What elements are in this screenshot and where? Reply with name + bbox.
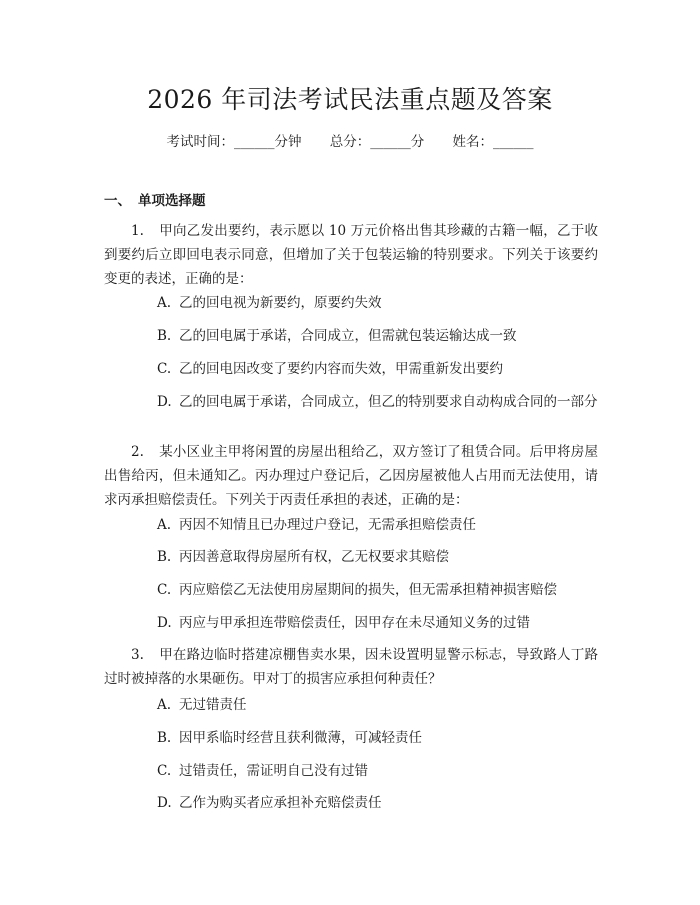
option-letter: D. — [157, 394, 172, 410]
question-1-option-a — [157, 291, 382, 315]
question-3-text — [104, 643, 598, 691]
option-letter: A. — [157, 517, 172, 533]
question-2-option-b — [157, 545, 449, 569]
question-2-option-d — [157, 611, 530, 635]
section-number: 一、 — [104, 193, 131, 209]
question-1-option-c — [157, 357, 503, 381]
page-title: 2026 年司法考试民法重点题及答案 — [147, 85, 553, 114]
question-1-text — [104, 219, 598, 291]
name-field: 姓名：______ — [452, 134, 534, 150]
option-text: 乙作为购买者应承担补充赔偿责任 — [179, 795, 382, 811]
question-3-option-d — [157, 791, 382, 815]
question-3-option-c — [157, 759, 368, 783]
option-text: 丙因善意取得房屋所有权，乙无权要求其赔偿 — [179, 549, 449, 565]
option-letter: A. — [157, 697, 172, 713]
question-3-option-a — [157, 693, 247, 717]
option-letter: C. — [157, 582, 172, 598]
question-number: 3. — [131, 647, 144, 663]
exam-info-line — [0, 133, 700, 151]
option-text: 乙的回电属于承诺，合同成立，但需就包装运输达成一致 — [179, 328, 517, 344]
question-number: 2. — [131, 444, 144, 460]
question-2-option-c — [157, 578, 557, 602]
option-letter: D. — [157, 615, 172, 631]
option-text: 丙应与甲承担连带赔偿责任，因甲存在未尽通知义务的过错 — [179, 615, 530, 631]
option-text: 丙因不知情且已办理过户登记，无需承担赔偿责任 — [179, 517, 476, 533]
option-letter: B. — [157, 328, 172, 344]
question-stem: 某小区业主甲将闲置的房屋出租给乙，双方签订了租赁合同。后甲将房屋出售给丙，但未通知乙。丙办理过户登记后，乙因房屋被他人占用而无法使用，请求丙承担赔偿责任。下列关于丙责任承担的表述，正确的是： — [104, 444, 598, 508]
option-letter: C. — [157, 361, 172, 377]
option-letter: B. — [157, 730, 172, 746]
option-letter: C. — [157, 763, 172, 779]
option-text: 乙的回电属于承诺，合同成立，但乙的特别要求自动构成合同的一部分 — [179, 394, 598, 410]
option-text: 乙的回电因改变了要约内容而失效，甲需重新发出要约 — [179, 361, 503, 377]
option-letter: B. — [157, 549, 172, 565]
option-text: 丙应赔偿乙无法使用房屋期间的损失，但无需承担精神损害赔偿 — [179, 582, 557, 598]
question-2-option-a — [157, 513, 476, 537]
section-heading — [104, 192, 206, 210]
option-text: 过错责任，需证明自己没有过错 — [179, 763, 368, 779]
question-stem: 甲向乙发出要约，表示愿以 10 万元价格出售其珍藏的古籍一幅，乙于收到要约后立即回电表示同意，但增加了关于包装运输的特别要求。下列关于该要约变更的表述，正确的是： — [104, 223, 598, 287]
question-3-option-b — [157, 726, 422, 750]
section-title: 单项选择题 — [138, 193, 206, 209]
question-1-option-d — [104, 390, 598, 414]
question-number: 1. — [131, 223, 144, 239]
question-1-option-b — [157, 324, 517, 348]
total-score-field: 总分：______分 — [329, 134, 425, 150]
option-text: 乙的回电视为新要约，原要约失效 — [179, 295, 382, 311]
option-text: 因甲系临时经营且获利微薄，可减轻责任 — [179, 730, 422, 746]
question-stem: 甲在路边临时搭建凉棚售卖水果，因未设置明显警示标志，导致路人丁路过时被掉落的水果砸伤。甲对丁的损害应承担何种责任？ — [104, 647, 598, 687]
question-2-text — [104, 440, 598, 512]
option-letter: A. — [157, 295, 172, 311]
option-letter: D. — [157, 795, 172, 811]
option-text: 无过错责任 — [179, 697, 247, 713]
exam-time-field: 考试时间：______分钟 — [166, 134, 302, 150]
